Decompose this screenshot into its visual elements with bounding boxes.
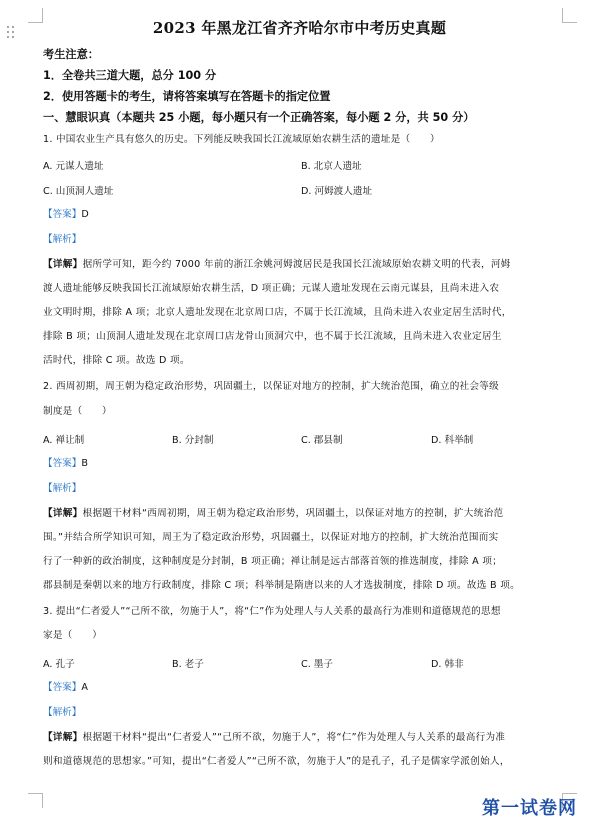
question-2-detail-line: 郡县制是秦朝以来的地方行政制度，排除 C 项；科举制是隋唐以来的人才选拔制度，排除 D 项。故选 B 项。 bbox=[43, 580, 520, 591]
question-3-answer: 【答案】A bbox=[43, 682, 88, 693]
question-3-detail-line: 【详解】根据题干材料“提出“仁者爱人”“己所不欲，勿施于人”，将“仁”作为处理人与人关系的最高行为准 bbox=[43, 732, 506, 743]
section-heading: 一、慧眼识真（本题共 25 小题，每小题只有一个正确答案，每小题 2 分，共 50 分） bbox=[43, 111, 475, 124]
question-1-answer: 【答案】D bbox=[43, 209, 89, 220]
notice-item-2: 2．使用答题卡的考生，请将答案填写在答题卡的指定位置 bbox=[43, 90, 331, 103]
question-3-option-c: C. 墨子 bbox=[301, 659, 333, 670]
page-title: 2023 年黑龙江省齐齐哈尔市中考历史真题 bbox=[152, 19, 447, 37]
question-3-stem: 家是（ ） bbox=[43, 630, 103, 641]
question-2-detail-line: 【详解】根据题干材料“西周初期，周王朝为稳定政治形势，巩固疆土，以保证对地方的控制，扩大统治范 bbox=[43, 508, 504, 519]
question-3-analysis-label: 【解析】 bbox=[43, 707, 82, 718]
question-2-stem: 制度是（ ） bbox=[43, 406, 112, 417]
question-2-option-d: D. 科举制 bbox=[431, 435, 474, 446]
question-1-detail-line: 渡人遗址能够反映我国长江流域原始农耕生活，D 项正确；元谋人遗址发现在云南元谋县，且尚未进入农 bbox=[43, 283, 500, 294]
question-2-analysis-label: 【解析】 bbox=[43, 483, 82, 494]
question-3-option-a: A. 孔子 bbox=[43, 659, 75, 670]
question-1-option-a: A. 元谋人遗址 bbox=[43, 161, 104, 172]
question-1-option-d: D. 河姆渡人遗址 bbox=[301, 186, 373, 197]
question-2-stem: 2. 西周初期，周王朝为稳定政治形势，巩固疆土，以保证对地方的控制，扩大统治范围，确立的社会等级 bbox=[43, 381, 499, 392]
question-2-option-a: A. 禅让制 bbox=[43, 435, 85, 446]
question-3-option-d: D. 韩非 bbox=[431, 659, 464, 670]
question-1-analysis-label: 【解析】 bbox=[43, 234, 82, 245]
question-1-option-c: C. 山顶洞人遗址 bbox=[43, 186, 114, 197]
question-1-detail-line: 【详解】据所学可知，距今约 7000 年前的浙江余姚河姆渡居民是我国长江流域原始农耕文明的代表，河姆 bbox=[43, 259, 511, 270]
site-watermark: 第一试卷网 bbox=[482, 798, 577, 819]
question-1-stem: 1. 中国农业生产具有悠久的历史。下列能反映我国长江流域原始农耕生活的遗址是（ ） bbox=[43, 134, 440, 145]
question-2-option-c: C. 郡县制 bbox=[301, 435, 343, 446]
question-3-option-b: B. 老子 bbox=[172, 659, 204, 670]
question-1-detail-line: 业文明时期，排除 A 项；北京人遗址发现在北京周口店，不属于长江流域，且尚未进入农业定居生活时代， bbox=[43, 307, 512, 318]
question-2-option-b: B. 分封制 bbox=[172, 435, 214, 446]
question-3-detail-line: 则和道德规范的思想家。”可知，提出“仁者爱人”“己所不欲，勿施于人”的是孔子，孔子是儒家学派创始人， bbox=[43, 756, 510, 767]
question-1-detail-line: 排除 B 项；山顶洞人遗址发现在北京周口店龙骨山顶洞穴中，也不属于长江流域，且尚未进入农业定居生 bbox=[43, 331, 502, 342]
notice-item-1: 1．全卷共三道大题，总分 100 分 bbox=[43, 69, 217, 82]
notice-heading: 考生注意： bbox=[43, 48, 99, 61]
question-2-answer: 【答案】B bbox=[43, 458, 88, 469]
question-1-option-b: B. 北京人遗址 bbox=[301, 161, 362, 172]
question-2-detail-line: 行了一种新的政治制度，这种制度是分封制，B 项正确；禅让制是远古部落首领的推选制度，排除 A 项； bbox=[43, 556, 503, 567]
crop-mark-icon bbox=[28, 793, 43, 808]
question-1-detail-line: 活时代，排除 C 项。故选 D 项。 bbox=[43, 355, 190, 366]
question-3-stem: 3. 提出“仁者爱人”“己所不欲，勿施于人”，将“仁”作为处理人与人关系的最高行为准则和道德规范的思想 bbox=[43, 606, 501, 617]
question-2-detail-line: 围。”并结合所学知识可知，周王为了稳定政治形势，巩固疆土，以保证对地方的控制，扩大统治范围而实 bbox=[43, 532, 499, 543]
